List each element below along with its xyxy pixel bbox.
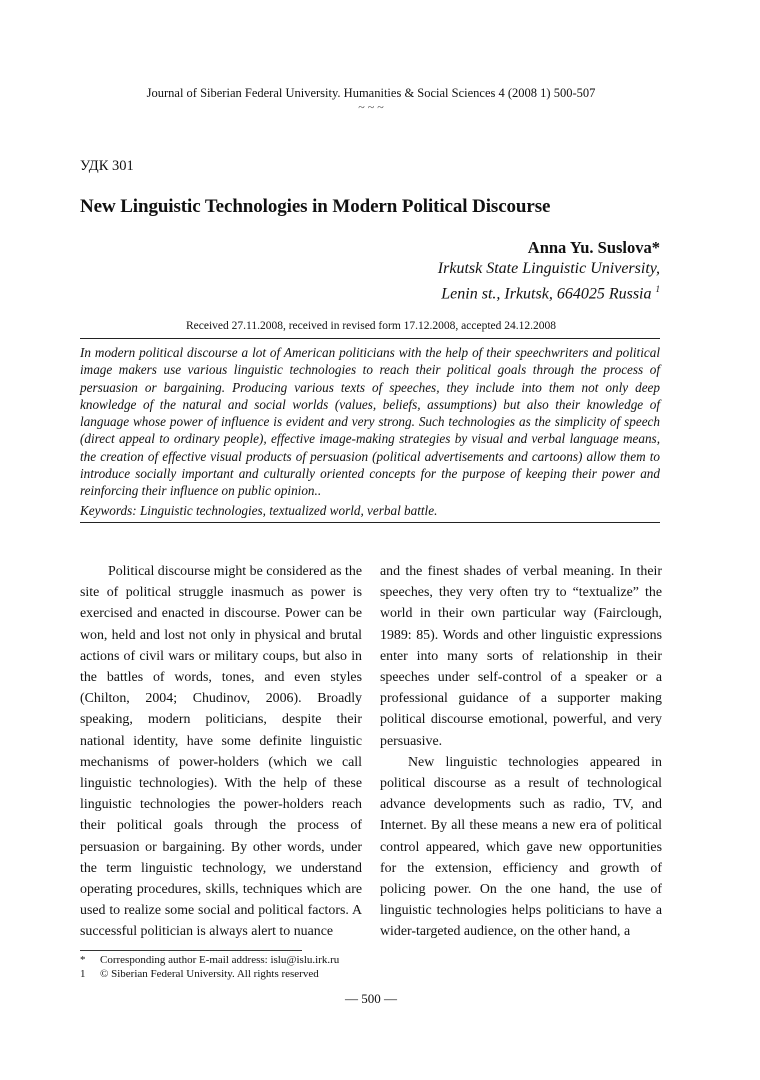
keywords: Keywords: Linguistic technologies, textualized world, verbal battle.: [80, 503, 438, 518]
abstract-top-rule: [80, 338, 660, 339]
author-affiliation: Irkutsk State Linguistic University,: [437, 260, 660, 277]
body-column-right: [380, 561, 662, 943]
received-dates: Received 27.11.2008, received in revised form 17.12.2008, accepted 24.12.2008: [185, 320, 557, 332]
author-name: Anna Yu. Suslova*: [527, 238, 660, 257]
footnote-mark: 1: [80, 968, 86, 980]
body-column-left: [80, 561, 362, 943]
author-address: Lenin st., Irkutsk, 664025 Russia: [441, 285, 656, 303]
author-address-line: [438, 279, 660, 304]
abstract: In modern political discourse a lot of American politicians with the help of their speechwriters and political image makers use various linguistic technologies to reach their political goals through the process of persuasion or bargaining. Producing various texts of speeches, they include into them not only deep knowledge of the natural and social worlds (values, beliefs, assumptions) but also their knowledge of language whose power of influence is evident and very strong. Such technologies as the simplicity of speech (direct appeal to ordinary people), effective image-making strategies by visual and verbal language means, the creation of effective visual products of persuasion (political advertisements and cartoons) allow them to introduce socially important and culturally oriented concepts for the purpose of keeping their power and reinforcing their influence on public opinion..: [80, 345, 660, 499]
footnote-text: Corresponding author E-mail address: islu@islu.irk.ru: [100, 954, 340, 966]
body-paragraph: Political discourse might be considered as the site of political struggle inasmuch as power is exercised and enacted in discourse. Power can be won, held and lost not only in physical and brutal actions of civil wars or military coups, but also in the battles of words, tones, and even styles (Chilton, 2004; Chudinov, 2006). Broadly speaking, modern politicians, despite their national identity, have some definite linguistic mechanisms of power-holders (which we call linguistic technologies). With the help of these linguistic technologies the power-holders reach their political goals through the process of persuasion or bargaining. By other words, under the term linguistic technology, we understand operating procedures, skills, techniques which are used to realize some social and political factors. A successful politician is always alert to nuance: [80, 564, 362, 940]
abstract-bottom-rule: [80, 522, 660, 523]
footnote: [80, 953, 339, 967]
journal-header: Journal of Siberian Federal University. Humanities & Social Sciences 4 (2008 1) 500-507: [146, 86, 596, 100]
article-title: New Linguistic Technologies in Modern Political Discourse: [80, 196, 551, 217]
footnote-mark: *: [80, 954, 86, 966]
page-number: — 500 —: [345, 991, 397, 1006]
author-block: [438, 238, 660, 304]
footnote-rule: [80, 950, 302, 951]
footnote-text: © Siberian Federal University. All rights reserved: [100, 968, 319, 980]
header-ornament: ~ ~ ~: [358, 100, 384, 114]
footnotes: [80, 953, 339, 981]
body-paragraph-continued: and the finest shades of verbal meaning. In their speeches, they very often try to “textualize” the world in their own particular way (Fairclough, 1989: 85). Words and other linguistic expressions enter into many sorts of relationship in their speeches under self-control of a speaker or a professional guidance of a supporter making political discourse emotional, powerful, and very persuasive.: [380, 564, 662, 749]
body-paragraph: New linguistic technologies appeared in political discourse as a result of technological advance developments such as radio, TV, and Internet. By all these means a new era of political control appeared, which gave new opportunities for the extension, efficiency and growth of policing power. On the one hand, the use of linguistic technologies helps politicians to have a wider-targeted audience, on the other hand, a: [380, 754, 662, 940]
author-address-note: 1: [655, 284, 660, 294]
footnote: [80, 967, 339, 981]
udk-code: УДК 301: [80, 158, 134, 174]
